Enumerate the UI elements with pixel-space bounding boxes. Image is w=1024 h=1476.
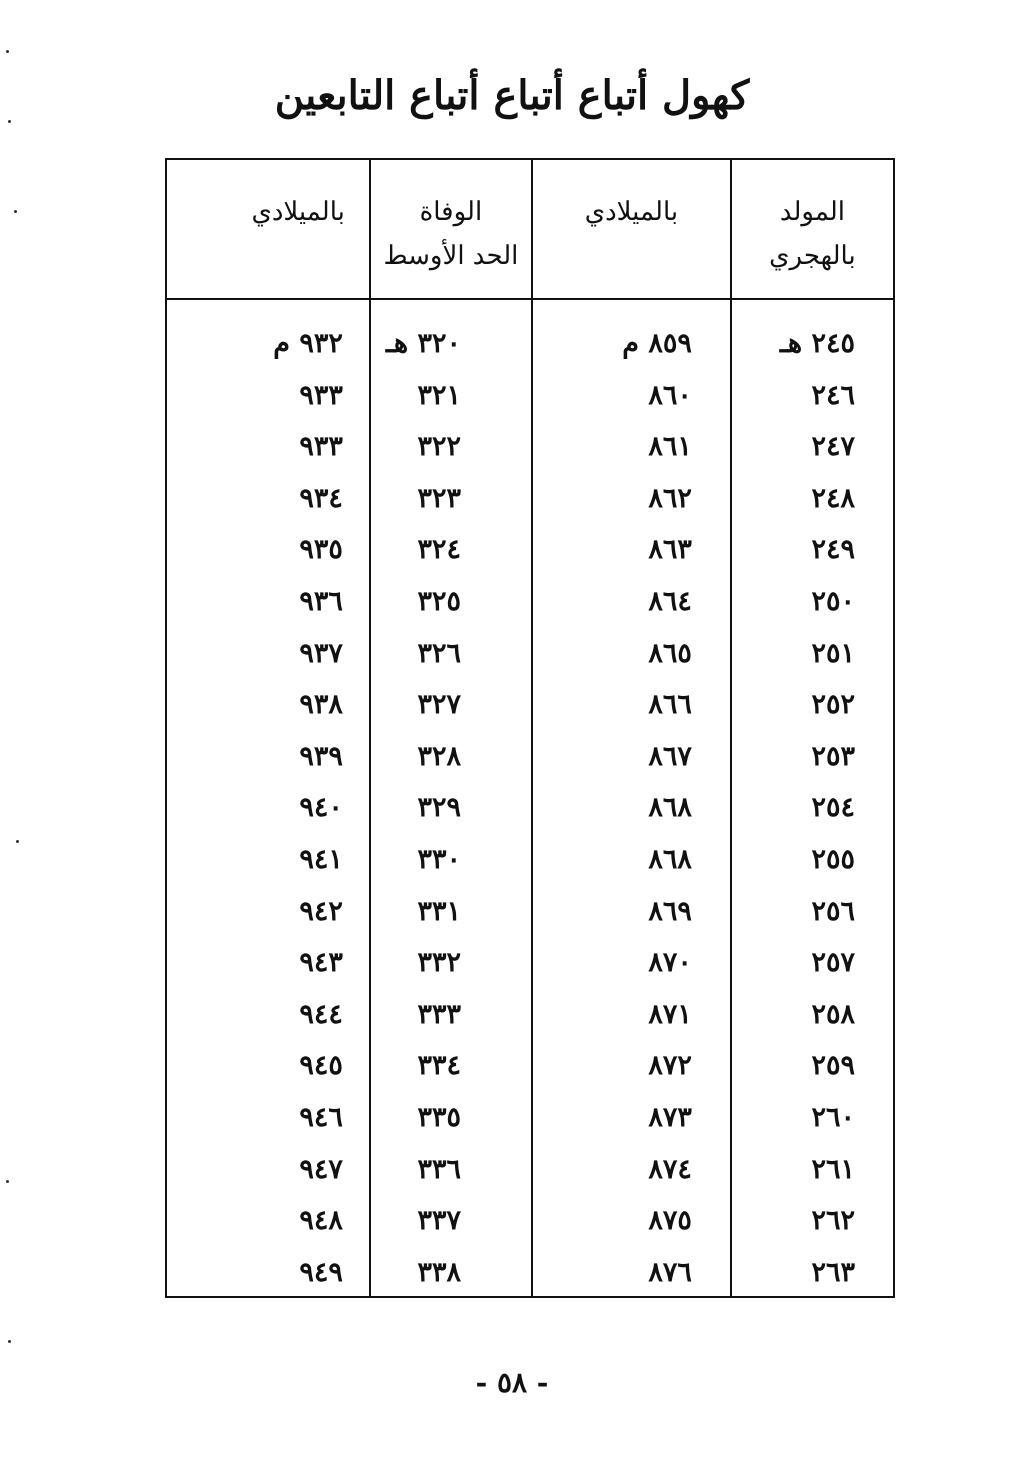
table-cell: ٣٣٠: [417, 843, 461, 875]
header-birth-hijri: [742, 190, 883, 278]
column-birth-gregorian: [531, 160, 730, 1296]
table-cell: ٨٦٨: [648, 843, 692, 875]
scan-speck: [8, 120, 11, 123]
rows-death-hijri: [371, 318, 531, 1298]
table-cell: ٨٦٤: [648, 585, 692, 617]
table-cell: ٩٤٨: [299, 1205, 343, 1237]
table-cell: ٢٥٥: [811, 843, 855, 875]
table-cell: ٣٢٤: [417, 534, 461, 566]
header-label: المولد: [779, 197, 846, 227]
table-cell: ٣٢٧: [417, 689, 461, 721]
rows-birth-hijri: [732, 318, 893, 1298]
table-cell: ٨٧٠: [648, 947, 692, 979]
table-cell: ٩٣٢ م: [273, 328, 343, 359]
column-birth-hijri: [730, 160, 893, 1296]
column-death-gregorian: [167, 160, 369, 1296]
table-cell: ٣٣٥: [417, 1101, 461, 1133]
table-cell: ٨٦٧: [648, 740, 692, 772]
table-cell: ٢٤٧: [811, 431, 855, 463]
header-sublabel: بالهجري: [769, 241, 856, 271]
table-cell: ٣٣٢: [417, 947, 461, 979]
table-cell: ٢٥٤: [811, 792, 855, 824]
table-cell: ٩٣٣: [299, 379, 343, 411]
table-cell: ٩٤٦: [299, 1101, 343, 1133]
table-cell: ٨٧٦: [648, 1256, 692, 1288]
table-cell: ٢٥٩: [811, 1050, 855, 1082]
table-cell: ٢٤٨: [811, 482, 855, 514]
header-divider: [167, 298, 893, 300]
header-birth-gregorian: [543, 190, 720, 234]
header-label: بالميلادي: [584, 197, 679, 227]
table-cell: ٨٧٥: [648, 1205, 692, 1237]
table-cell: ٨٧٤: [648, 1153, 692, 1185]
table-cell: ٩٤٩: [299, 1256, 343, 1288]
table-cell: ٢٥٧: [811, 947, 855, 979]
scan-speck: [6, 1180, 9, 1183]
table-cell: ٩٤٢: [299, 895, 343, 927]
column-death-hijri: [369, 160, 531, 1296]
rows-birth-gregorian: [533, 318, 730, 1298]
dates-table: [165, 158, 895, 1298]
table-cell: ٣٢٦: [417, 637, 461, 669]
scan-speck: [8, 1340, 11, 1343]
table-cell: ٣٣١: [417, 895, 461, 927]
table-cell: ٢٥٣: [811, 740, 855, 772]
table-cell: ٣٢٢: [417, 431, 461, 463]
table-cell: ٨٦٠: [648, 379, 692, 411]
table-cell: ٨٦٦: [648, 689, 692, 721]
table-cell: ٢٥٠: [811, 585, 855, 617]
table-cell: ٢٤٩: [811, 534, 855, 566]
table-cell: ٣٣٨: [417, 1256, 461, 1288]
scan-speck: [16, 840, 19, 843]
table-cell: ٩٣٨: [299, 689, 343, 721]
page-title: كهول أتباع أتباع أتباع التابعين: [274, 72, 750, 119]
rows-death-gregorian: [167, 318, 369, 1298]
table-cell: ٢٦٢: [811, 1205, 855, 1237]
table-cell: ٩٤٥: [299, 1050, 343, 1082]
table-cell: ٣٣٦: [417, 1153, 461, 1185]
header-death-gregorian: [177, 190, 345, 234]
table-cell: ٢٦١: [811, 1153, 855, 1185]
table-cell: ٨٦٣: [648, 534, 692, 566]
table-cell: ٩٤٣: [299, 947, 343, 979]
table-cell: ٨٥٩ م: [622, 328, 692, 359]
table-cell: ٣٣٧: [417, 1205, 461, 1237]
table-cell: ٩٤٤: [299, 998, 343, 1030]
table-cell: ٣٣٣: [417, 998, 461, 1030]
table-cell: ٣٢٠ هـ: [385, 328, 461, 359]
table-cell: ٣٢٥: [417, 585, 461, 617]
table-cell: ٩٣٧: [299, 637, 343, 669]
table-cell: ٢٦٠: [811, 1101, 855, 1133]
table-cell: ٢٤٦: [811, 379, 855, 411]
scan-speck: [14, 210, 17, 213]
table-cell: ٣٢١: [417, 379, 461, 411]
table-cell: ٨٦٥: [648, 637, 692, 669]
page-number: - ٥٨ -: [475, 1366, 549, 1399]
table-cell: ٩٣٤: [299, 482, 343, 514]
table-cell: ٣٢٩: [417, 792, 461, 824]
table-cell: ٢٥٢: [811, 689, 855, 721]
table-cell: ٩٣٥: [299, 534, 343, 566]
table-cell: ٩٣٣: [299, 431, 343, 463]
table-cell: ٨٦١: [648, 431, 692, 463]
table-cell: ٨٧٢: [648, 1050, 692, 1082]
header-label: بالميلادي: [251, 197, 345, 227]
table-cell: ٣٢٨: [417, 740, 461, 772]
table-cell: ٨٧٣: [648, 1101, 692, 1133]
table-cell: ٨٦٩: [648, 895, 692, 927]
scan-speck: [6, 50, 9, 53]
header-death-hijri: [381, 190, 521, 278]
table-cell: ٢٥٦: [811, 895, 855, 927]
table-cell: ٩٤٠: [299, 792, 343, 824]
header-label: الوفاة: [419, 197, 483, 227]
table-cell: ٢٥١: [811, 637, 855, 669]
table-cell: ٢٥٨: [811, 998, 855, 1030]
header-sublabel: الحد الأوسط: [383, 241, 519, 271]
table-cell: ٩٣٩: [299, 740, 343, 772]
table-cell: ٩٣٦: [299, 585, 343, 617]
table-cell: ٣٢٣: [417, 482, 461, 514]
table-cell: ٣٣٤: [417, 1050, 461, 1082]
table-cell: ٩٤٧: [299, 1153, 343, 1185]
table-cell: ٩٤١: [299, 843, 343, 875]
table-cell: ٢٦٣: [811, 1256, 855, 1288]
table-cell: ٢٤٥ هـ: [779, 328, 855, 359]
table-cell: ٨٦٢: [648, 482, 692, 514]
table-cell: ٨٧١: [648, 998, 692, 1030]
table-cell: ٨٦٨: [648, 792, 692, 824]
